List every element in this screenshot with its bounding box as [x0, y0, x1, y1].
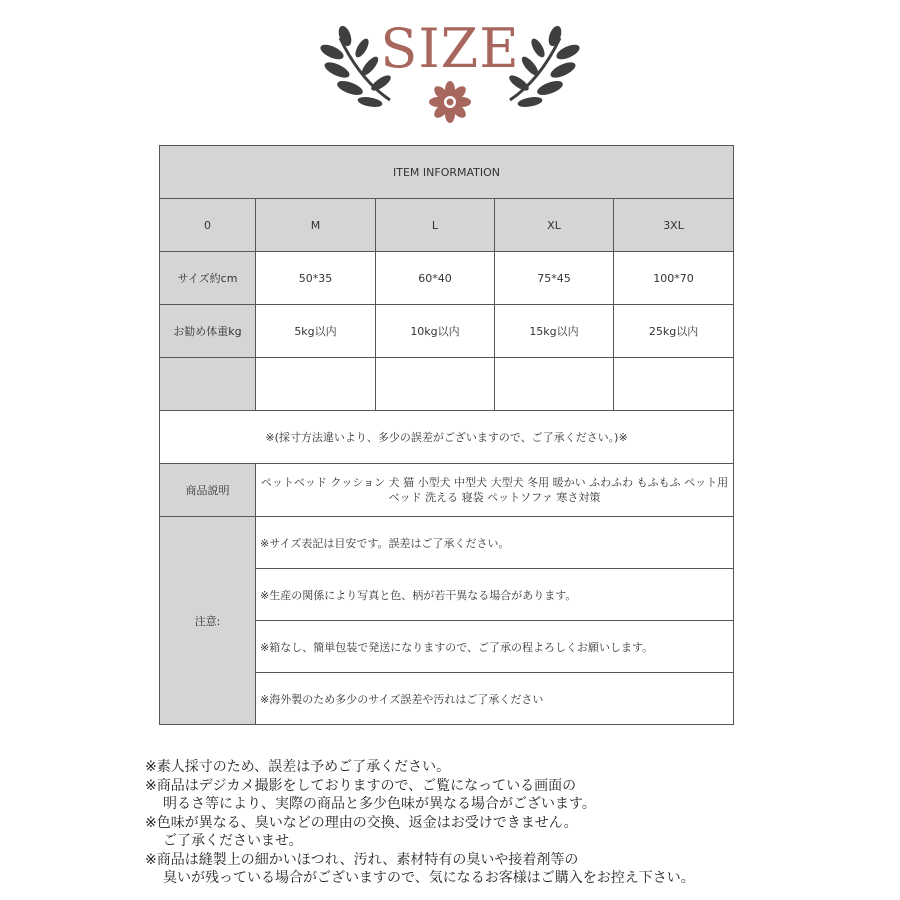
row-label: お勧め体重kg [160, 305, 256, 358]
table-cell [614, 358, 734, 411]
table-cell: 25kg以内 [614, 305, 734, 358]
flower-icon [429, 81, 471, 123]
table-row [160, 252, 734, 305]
table-title: ITEM INFORMATION [160, 146, 734, 199]
size-header-row [160, 199, 734, 252]
table-cell [376, 358, 495, 411]
footer-note: 臭いが残っている場合がございますので、気になるお客様はご購入をお控え下さい。 [163, 870, 695, 886]
table-cell: 5kg以内 [256, 305, 376, 358]
table-cell: 75*45 [495, 252, 614, 305]
size-header-cell: M [256, 199, 376, 252]
table-cell: 100*70 [614, 252, 734, 305]
caution-item: ※サイズ表記は目安です。誤差はご了承ください。 [256, 517, 734, 569]
measurement-note: ※(採寸方法違いより、多少の誤差がございますので、ご了承ください。)※ [160, 411, 734, 464]
page-title: SIZE [380, 17, 520, 80]
table-cell: 50*35 [256, 252, 376, 305]
size-header-cell: L [376, 199, 495, 252]
table-row [160, 358, 734, 411]
footer-note: 明るさ等により、実際の商品と多少色味が異なる場合がございます。 [163, 796, 596, 812]
row-label: サイズ約cm [160, 252, 256, 305]
caution-row [160, 517, 734, 569]
footer-note: ※商品はデジカメ撮影をしておりますので、ご覧になっている画面の [145, 777, 577, 794]
row-label [160, 358, 256, 411]
footer-note: ※商品は縫製上の細かいほつれ、汚れ、素材特有の臭いや接着剤等の [145, 851, 579, 868]
table-cell: 10kg以内 [376, 305, 495, 358]
item-information-table [159, 145, 734, 725]
table-row [160, 305, 734, 358]
caution-item: ※生産の関係により写真と色、柄が若干異なる場合があります。 [256, 569, 734, 621]
size-header-cell: 0 [160, 199, 256, 252]
table-cell: 60*40 [376, 252, 495, 305]
product-description: ペットベッド クッション 犬 猫 小型犬 中型犬 大型犬 冬用 暖かい ふわふわ もふもふ ペット用ベッド 洗える 寝袋 ペットソファ 寒さ対策 [256, 464, 734, 517]
size-header-cell: XL [495, 199, 614, 252]
footer-note: ※色味が異なる、臭いなどの理由の交換、返金はお受けできません。 [145, 814, 578, 831]
caution-item: ※海外製のため多少のサイズ誤差や汚れはご了承ください [256, 673, 734, 725]
caution-label: 注意: [160, 517, 256, 725]
table-cell [256, 358, 376, 411]
footer-note: ※素人採寸のため、誤差は予めご了承ください。 [145, 759, 451, 775]
caution-item: ※箱なし、簡単包装で発送になりますので、ご了承の程よろしくお願いします。 [256, 621, 734, 673]
table-cell [495, 358, 614, 411]
footer-notes [145, 758, 805, 888]
description-label: 商品説明 [160, 464, 256, 517]
description-row [160, 464, 734, 517]
table-cell: 15kg以内 [495, 305, 614, 358]
size-header [0, 0, 900, 140]
size-header-cell: 3XL [614, 199, 734, 252]
footer-note: ご了承くださいませ。 [163, 833, 303, 849]
